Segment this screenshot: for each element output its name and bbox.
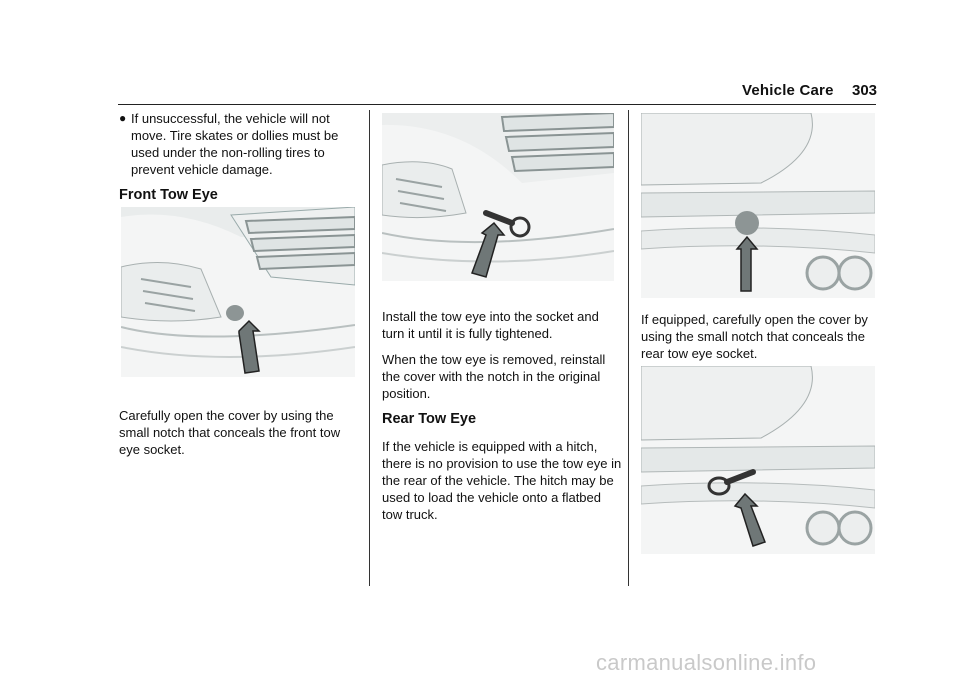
column-2 (382, 308, 622, 532)
reinstall-paragraph: When the tow eye is removed, reinstall the cover with the notch in the original position. (382, 352, 606, 401)
tow-eye-cover-icon (226, 305, 244, 321)
front-tow-eye-heading: Front Tow Eye (119, 187, 218, 203)
column-3 (641, 311, 875, 371)
rear-cover-paragraph: If equipped, carefully open the cover by using the small notch that conceals the rear tow eye socket. (641, 312, 868, 361)
column-1-caption (119, 407, 355, 467)
column-divider-1 (369, 110, 370, 586)
bullet-item (119, 110, 355, 178)
tow-eye-cover-icon (735, 211, 759, 235)
bullet-text: If unsuccessful, the vehicle will not move. Tire skates or dollies must be used under the non-rolling tires to prevent vehicle damage. (131, 111, 339, 177)
rear-tow-eye-heading: Rear Tow Eye (382, 411, 477, 427)
front-cover-illustration (121, 207, 355, 377)
hitch-paragraph: If the vehicle is equipped with a hitch, there is no provision to use the tow eye in the rear of the vehicle. The hitch may be used to load the vehicle onto a flatbed tow truck. (382, 439, 622, 522)
front-cover-caption: Carefully open the cover by using the small notch that conceals the front tow eye socket. (119, 408, 341, 457)
header-divider (118, 104, 876, 105)
column-divider-2 (628, 110, 629, 586)
header-section-title: Vehicle Care (742, 82, 834, 99)
front-tow-eye-illustration (382, 113, 614, 281)
rear-tow-eye-illustration (641, 366, 875, 554)
watermark: carmanualsonline.info (596, 650, 817, 675)
rear-cover-illustration (641, 113, 875, 298)
install-paragraph: Install the tow eye into the socket and turn it until it is fully tightened. (382, 309, 599, 341)
bullet-dot-icon: ● (119, 111, 127, 125)
page-number: 303 (852, 82, 878, 99)
column-1 (119, 110, 355, 214)
